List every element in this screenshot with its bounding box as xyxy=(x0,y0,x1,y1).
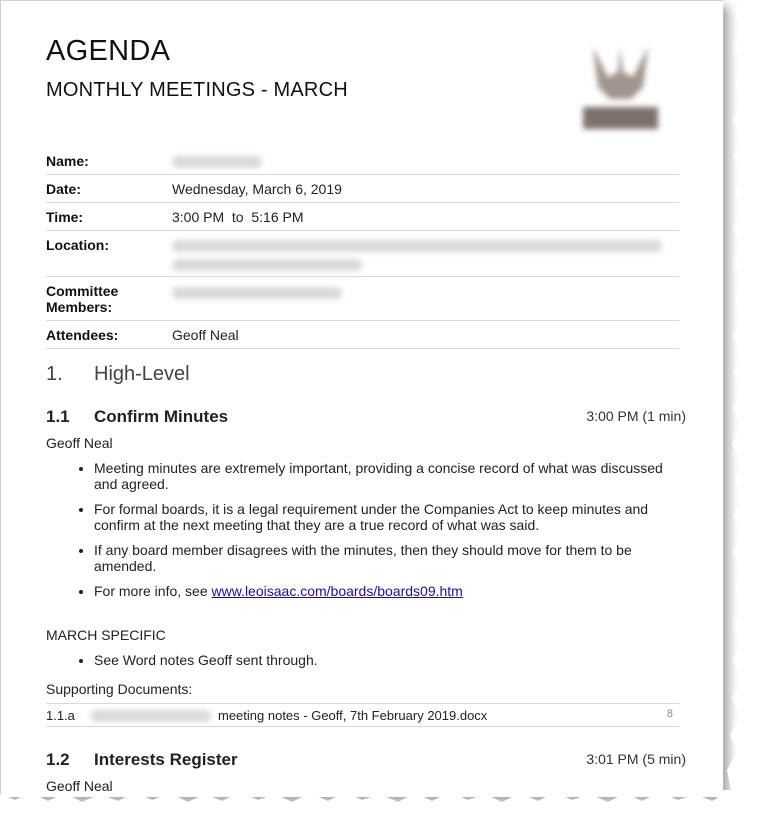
item-number: 1.1 xyxy=(46,407,70,426)
item-number: 1.2 xyxy=(46,750,70,769)
section-number: 1. xyxy=(46,363,63,385)
attendees-value: Geoff Neal xyxy=(161,321,679,349)
item-title: Interests Register xyxy=(94,750,238,769)
meeting-info-table xyxy=(46,147,679,349)
more-info-prefix: For more info, see xyxy=(94,583,212,599)
list-item: • If any board member disagrees with the minutes, then they should move for them to be amended. xyxy=(94,542,684,574)
item-time: 3:01 PM (5 min) xyxy=(586,751,686,767)
specific-heading: MARCH SPECIFIC xyxy=(46,627,166,643)
item-time: 3:00 PM (1 min) xyxy=(586,408,686,424)
item-title: Confirm Minutes xyxy=(94,407,229,426)
agenda-item-heading xyxy=(46,750,686,770)
document-name[interactable]: meeting notes - Geoff, 7th February 2019.docx xyxy=(218,708,488,723)
list-item: • See Word notes Geoff sent through. xyxy=(94,652,684,668)
specific-notes-list xyxy=(74,652,684,677)
document-page: 8 xyxy=(666,708,673,720)
section-heading xyxy=(46,363,190,386)
more-info-link[interactable]: www.leoisaac.com/boards/boards09.htm xyxy=(211,583,463,599)
item-presenter: Geoff Neal xyxy=(46,435,113,451)
document-prefix-redacted xyxy=(91,710,211,722)
agenda-title: AGENDA xyxy=(46,35,171,67)
item-presenter: Geoff Neal xyxy=(46,778,113,794)
name-value-redacted xyxy=(161,147,679,175)
time-label: Time: xyxy=(46,203,161,231)
supporting-documents-label: Supporting Documents: xyxy=(46,681,193,697)
document-id: 1.1.a xyxy=(46,708,75,723)
torn-edge-decoration xyxy=(717,0,757,816)
date-value: Wednesday, March 6, 2019 xyxy=(161,175,679,203)
name-label: Name: xyxy=(46,147,161,175)
location-value-redacted xyxy=(161,231,679,277)
list-item: • Meeting minutes are extremely important, providing a concise record of what was discussed and agreed. xyxy=(94,460,684,492)
supporting-document-row[interactable] xyxy=(46,703,679,727)
date-label: Date: xyxy=(46,175,161,203)
list-item: • For formal boards, it is a legal requirement under the Companies Act to keep minutes and confirm at the next meeting that they are a true record of what was said. xyxy=(94,501,684,533)
organization-logo-icon xyxy=(553,27,688,142)
section-title: High-Level xyxy=(94,363,190,385)
committee-value-redacted xyxy=(161,277,679,321)
agenda-item-heading xyxy=(46,407,686,427)
time-value: 3:00 PM to 5:16 PM xyxy=(161,203,679,231)
item-notes-list xyxy=(74,460,684,608)
location-label: Location: xyxy=(46,231,161,277)
agenda-subtitle: MONTHLY MEETINGS - MARCH xyxy=(46,79,348,101)
list-item xyxy=(94,583,684,599)
committee-label: Committee Members: xyxy=(46,277,161,321)
attendees-label: Attendees: xyxy=(46,321,161,349)
torn-bottom-decoration xyxy=(0,786,757,816)
